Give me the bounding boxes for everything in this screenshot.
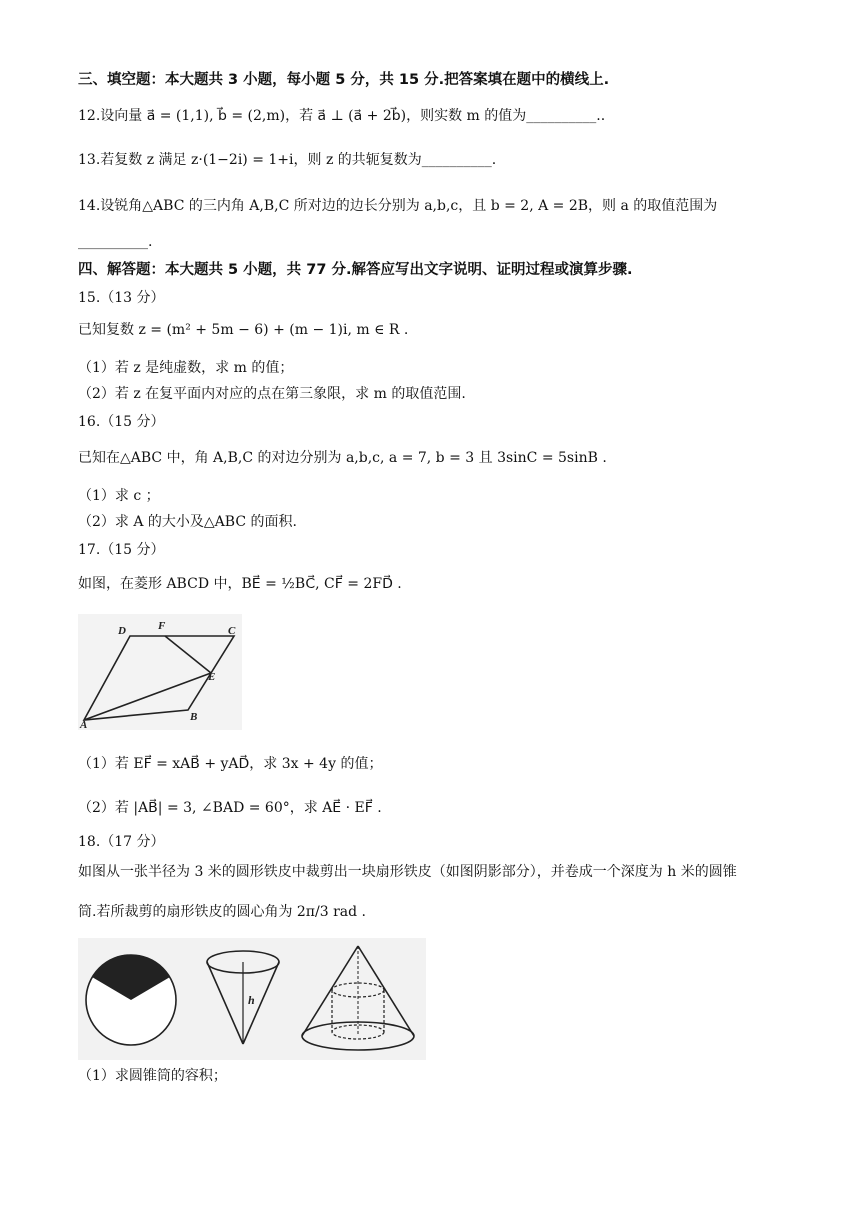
- question-13: 13.若复数 z 满足 z·(1−2i) = 1+i，则 z 的共轭复数为__________.: [78, 152, 497, 168]
- question-14-blank: __________.: [78, 234, 153, 250]
- question-15-part-1: （1）若 z 是纯虚数，求 m 的值；: [78, 360, 294, 376]
- question-16-part-2: （2）求 A 的大小及△ABC 的面积.: [78, 514, 297, 530]
- question-18-part-1: （1）求圆锥筒的容积；: [78, 1068, 227, 1084]
- label-e: E: [208, 671, 216, 683]
- label-c: C: [228, 625, 236, 637]
- section-3-heading: 三、填空题：本大题共 3 小题，每小题 5 分，共 15 分.把答案填在题中的横线上.: [78, 72, 610, 88]
- section-4-heading: 四、解答题：本大题共 5 小题，共 77 分.解答应写出文字说明、证明过程或演算步骤.: [78, 262, 633, 278]
- question-18-stem-line-2: 筒.若所裁剪的扇形铁皮的圆心角为 2π/3 rad .: [78, 904, 366, 920]
- label-f: F: [158, 620, 166, 632]
- question-18-number: 18.（17 分）: [78, 834, 165, 850]
- question-16-number: 16.（15 分）: [78, 414, 165, 430]
- question-17-part-1: （1）若 EF⃗ = xAB⃗ + yAD⃗，求 3x + 4y 的值；: [78, 756, 383, 772]
- question-16-stem: 已知在△ABC 中，角 A,B,C 的对边分别为 a,b,c, a = 7, b = 3 且 3sinC = 5sinB .: [78, 450, 607, 466]
- question-15-number: 15.（13 分）: [78, 290, 165, 306]
- rhombus-figure: [78, 614, 242, 730]
- cone-figures: [78, 938, 426, 1060]
- label-d: D: [118, 625, 126, 637]
- label-h: h: [248, 993, 255, 1007]
- question-17-part-2: （2）若 |AB⃗| = 3, ∠BAD = 60°，求 AE⃗ · EF⃗ .: [78, 800, 382, 816]
- question-17-stem: 如图，在菱形 ABCD 中，BE⃗ = ½BC⃗, CF⃗ = 2FD⃗ .: [78, 576, 402, 592]
- label-b: B: [190, 711, 198, 723]
- question-14: 14.设锐角△ABC 的三内角 A,B,C 所对边的边长分别为 a,b,c，且 b = 2, A = 2B，则 a 的取值范围为: [78, 198, 718, 214]
- question-16-part-1: （1）求 c ；: [78, 488, 160, 504]
- question-18-stem-line-1: 如图从一张半径为 3 米的圆形铁皮中裁剪出一块扇形铁皮（如图阴影部分），并卷成一个深度为 h 米的圆锥: [78, 864, 737, 880]
- label-a: A: [80, 719, 88, 730]
- question-15-part-2: （2）若 z 在复平面内对应的点在第三象限，求 m 的取值范围.: [78, 386, 466, 402]
- question-15-stem: 已知复数 z = (m² + 5m − 6) + (m − 1)i, m ∈ R .: [78, 322, 409, 338]
- question-12: 12.设向量 a⃗ = (1,1), b⃗ = (2,m)，若 a⃗ ⊥ (a⃗ + 2b⃗)，则实数 m 的值为__________..: [78, 108, 606, 124]
- question-17-number: 17.（15 分）: [78, 542, 165, 558]
